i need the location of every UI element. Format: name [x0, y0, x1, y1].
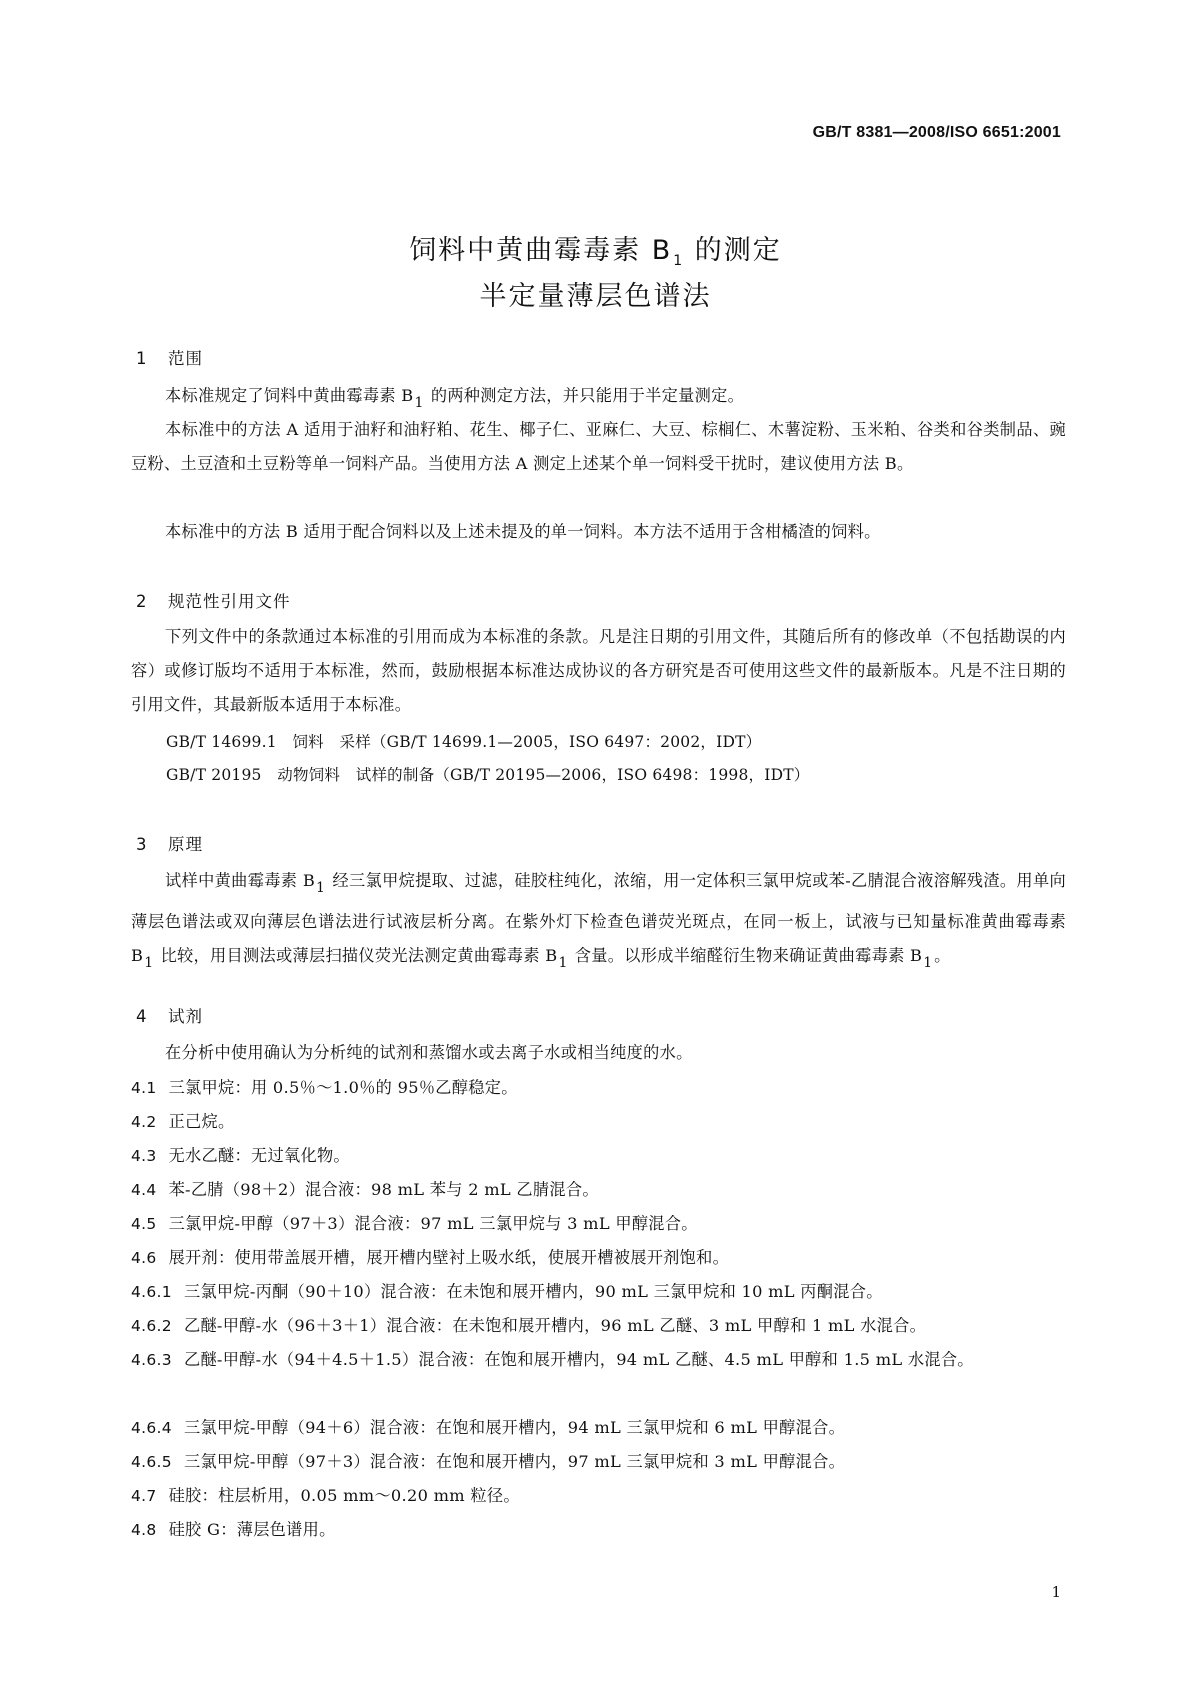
section-3-paragraph-1 [131, 864, 1066, 980]
subscript: 1 [923, 955, 933, 971]
item-text: 展开剂：使用带盖展开槽，展开槽内壁衬上吸水纸，使展开槽被展开剂饱和。 [168, 1248, 730, 1267]
subscript: 1 [144, 955, 154, 971]
section-3-heading [136, 831, 203, 855]
item-code: 4.6.5 [131, 1453, 172, 1471]
text-run: 本标准规定了饲料中黄曲霉毒素 B [165, 386, 414, 405]
subscript: 1 [316, 880, 325, 896]
reagent-item [131, 1139, 1066, 1173]
item-text: 硅胶 G：薄层色谱用。 [168, 1520, 336, 1539]
item-code: 4.1 [131, 1079, 157, 1097]
item-text: 三氯甲烷-甲醇（94＋6）混合液：在饱和展开槽内，94 mL 三氯甲烷和 6 mL 甲醇混合。 [183, 1418, 846, 1437]
text-run: 经三氯甲烷提取、过滤，硅胶柱纯化，浓缩，用一定体积三氯甲烷或苯-乙腈混合液溶解残渣。用单向薄层色谱法或双向薄层色谱法进行试液层析分离。在紫外灯下检查色谱荧光斑点，在同一板上，试液与已知量标准黄曲霉毒素 B [131, 871, 1066, 965]
section-3-number: 3 [136, 835, 148, 854]
section-1-heading [136, 345, 203, 369]
item-text: 三氯甲烷-甲醇（97＋3）混合液：97 mL 三氯甲烷与 3 mL 甲醇混合。 [168, 1214, 698, 1233]
section-2-paragraph-1: 下列文件中的条款通过本标准的引用而成为本标准的条款。凡是注日期的引用文件，其随后所有的修改单（不包括勘误的内容）或修订版均不适用于本标准，然而，鼓励根据本标准达成协议的各方研究是否可使用这些文件的最新版本。凡是不注日期的引用文件，其最新版本适用于本标准。 [131, 627, 1066, 714]
item-text: 正己烷。 [168, 1112, 235, 1131]
item-text: 乙醚-甲醇-水（94＋4.5＋1.5）混合液：在饱和展开槽内，94 mL 乙醚、4.5 mL 甲醇和 1.5 mL 水混合。 [183, 1350, 974, 1369]
reagent-item [131, 1513, 1066, 1547]
normative-reference-1: GB/T 14699.1 饲料 采样（GB/T 14699.1—2005，ISO 6497：2002，IDT） [166, 733, 762, 751]
item-text: 三氯甲烷-丙酮（90＋10）混合液：在未饱和展开槽内，90 mL 三氯甲烷和 10 mL 丙酮混合。 [183, 1282, 883, 1301]
item-code: 4.6 [131, 1249, 157, 1267]
item-text: 乙醚-甲醇-水（96＋3＋1）混合液：在未饱和展开槽内，96 mL 乙醚、3 mL 甲醇和 1 mL 水混合。 [183, 1316, 927, 1335]
section-4-number: 4 [136, 1007, 148, 1026]
standard-code: GB/T 8381—2008/ISO 6651:2001 [812, 124, 1061, 141]
normative-reference-2: GB/T 20195 动物饲料 试样的制备（GB/T 20195—2006，ISO 6498：1998，IDT） [166, 766, 810, 784]
reagent-item [131, 1173, 1066, 1207]
reagent-item [131, 1275, 1066, 1309]
item-text: 三氯甲烷-甲醇（97＋3）混合液：在饱和展开槽内，97 mL 三氯甲烷和 3 mL 甲醇混合。 [183, 1452, 846, 1471]
item-code: 4.2 [131, 1113, 157, 1131]
document-title-line2: 半定量薄层色谱法 [479, 281, 712, 312]
text-run: 的两种测定方法，并只能用于半定量测定。 [425, 386, 745, 405]
reagent-item [131, 1445, 1066, 1479]
section-1-title: 范围 [168, 349, 203, 368]
title-text-a: 饲料中黄曲霉毒素 B [409, 235, 673, 266]
reagent-item [131, 1105, 1066, 1139]
reagent-item [131, 1343, 1066, 1377]
text-run: 含量。以形成半缩醛衍生物来确证黄曲霉毒素 B [569, 946, 923, 965]
section-3-title: 原理 [168, 835, 203, 854]
item-code: 4.6.4 [131, 1419, 172, 1437]
item-text: 三氯甲烷：用 0.5％～1.0％的 95％乙醇稳定。 [168, 1078, 518, 1097]
subscript: 1 [558, 955, 568, 971]
reagent-item [131, 1411, 1066, 1445]
item-code: 4.8 [131, 1521, 157, 1539]
section-1-paragraph-3: 本标准中的方法 B 适用于配合饲料以及上述未提及的单一饲料。本方法不适用于含柑橘渣的饲料。 [165, 522, 881, 541]
item-code: 4.7 [131, 1487, 157, 1505]
section-4-title: 试剂 [168, 1007, 203, 1026]
section-2-heading [136, 588, 291, 612]
item-code: 4.4 [131, 1181, 157, 1199]
text-run: 试样中黄曲霉毒素 B [165, 871, 316, 890]
document-title-line1 [0, 228, 1191, 269]
item-text: 苯-乙腈（98＋2）混合液：98 mL 苯与 2 mL 乙腈混合。 [168, 1180, 599, 1199]
item-text: 无水乙醚：无过氧化物。 [168, 1146, 350, 1165]
section-1-number: 1 [136, 349, 148, 368]
subscript: 1 [414, 395, 424, 411]
reagent-item [131, 1479, 1066, 1513]
reagent-item [131, 1071, 1066, 1105]
reagent-item [131, 1309, 1066, 1343]
reagent-item [131, 1241, 1066, 1275]
section-4-intro: 在分析中使用确认为分析纯的试剂和蒸馏水或去离子水或相当纯度的水。 [165, 1043, 693, 1062]
reagent-item [131, 1207, 1066, 1241]
item-code: 4.5 [131, 1215, 157, 1233]
section-2-number: 2 [136, 592, 148, 611]
title-text-b: 的测定 [684, 235, 782, 266]
item-code: 4.3 [131, 1147, 157, 1165]
item-code: 4.6.1 [131, 1283, 172, 1301]
text-run: 。 [934, 946, 951, 965]
section-1-paragraph-2: 本标准中的方法 A 适用于油籽和油籽粕、花生、椰子仁、亚麻仁、大豆、棕榈仁、木薯淀粉、玉米粕、谷类和谷类制品、豌豆粉、土豆渣和土豆粉等单一饲料产品。当使用方法 A 测定上述某个单一饲料受干扰时，建议使用方法 B。 [131, 420, 1066, 473]
text-run: 比较，用目测法或薄层扫描仪荧光法测定黄曲霉毒素 B [155, 946, 558, 965]
section-2-title: 规范性引用文件 [168, 592, 291, 611]
title-subscript: 1 [673, 253, 683, 269]
page-number: 1 [1051, 1583, 1061, 1601]
item-code: 4.6.2 [131, 1317, 172, 1335]
item-text: 硅胶：柱层析用，0.05 mm～0.20 mm 粒径。 [168, 1486, 520, 1505]
item-code: 4.6.3 [131, 1351, 172, 1369]
section-4-heading [136, 1003, 203, 1027]
